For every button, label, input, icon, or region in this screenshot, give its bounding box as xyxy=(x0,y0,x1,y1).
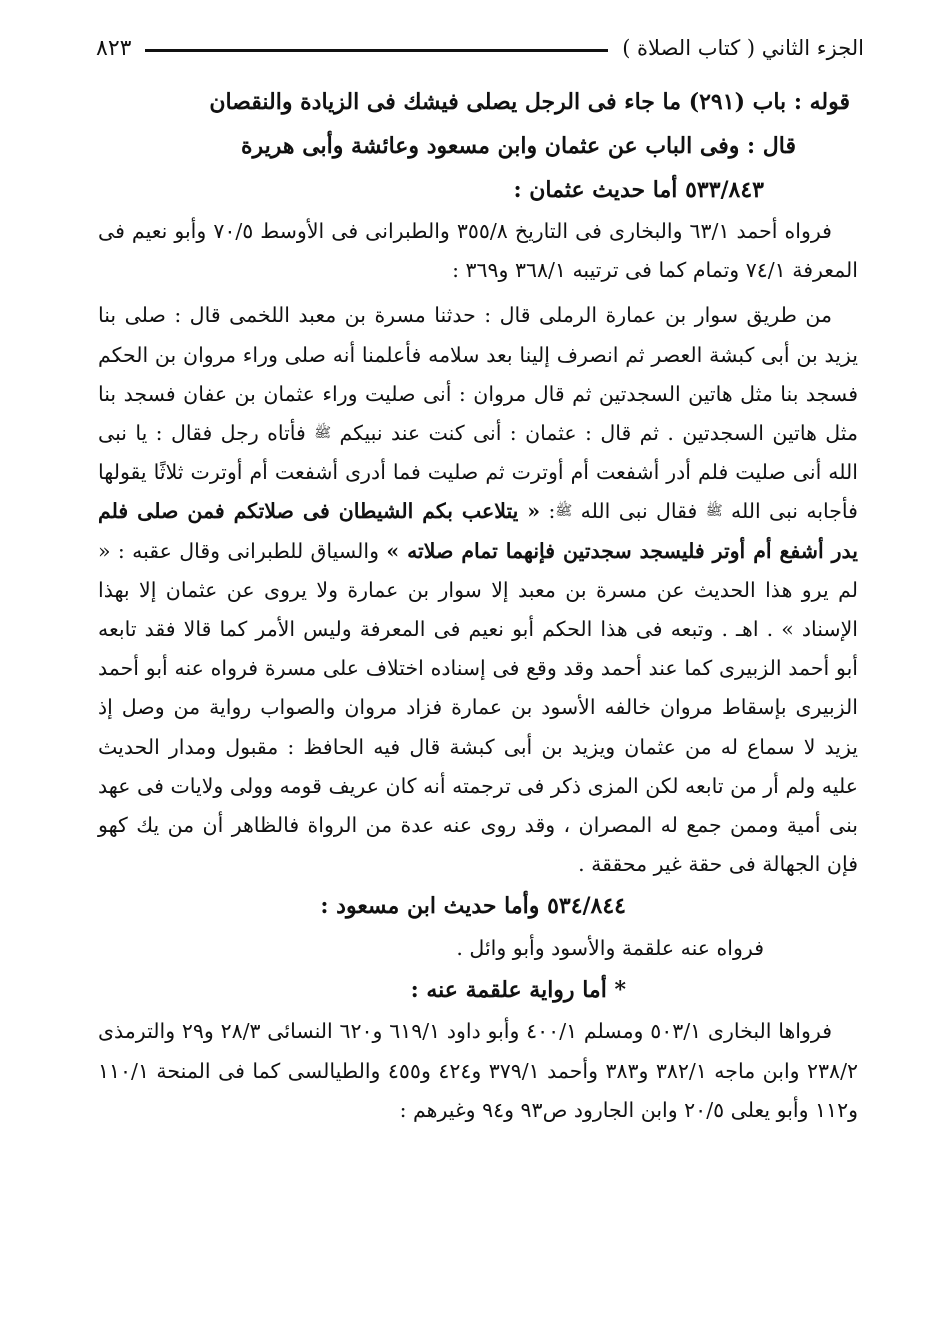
salutation-symbol: ﷺ xyxy=(314,425,332,442)
sources-paragraph-uthman: فرواه أحمد ٦٣/١ والبخارى فى التاريخ ٣٥٥/٨ والطبرانى فى الأوسط ٧٠/٥ وأبو نعيم فى المعرفة ٧٤/١ وتمام كما فى ترتيبه ٣٦٨/١ و٣٦٩ : xyxy=(98,219,858,283)
salutation-symbol: ﷺ xyxy=(555,503,573,520)
sources-paragraph-alqama: فرواها البخارى ٥٠٣/١ ومسلم ٤٠٠/١ وأبو داود ٦١٩/١ و٦٢٠ النسائى ٢٨/٣ و٢٩ والترمذى ٢٣٨/٢ وابن ماجه ٣٨٢/١ و٣٨٣ وأحمد ٣٧٩/١ و٤٢٤ و٤٥٥ والطيالسى كما فى المنحة ١١٠/١ و١١٢ وأبو يعلى ٢٠/٥ وابن الجارود ص٩٣ و٩٤ وغيرهم : xyxy=(98,1019,858,1122)
ibn-masud-narrators-line: فرواه عنه علقمة والأسود وأبو وائل . xyxy=(456,936,764,961)
header-title: الجزء الثاني ( كتاب الصلاة ) xyxy=(622,36,864,60)
alqama-heading xyxy=(98,968,858,1012)
hadith-ibn-masud-heading: ٥٣٤/٨٤٤ وأما حديث ابن مسعود : xyxy=(320,893,626,920)
in-chapter-heading: قال : وفى الباب عن عثمان وابن مسعود وعائشة وأبى هريرة xyxy=(241,133,796,159)
header-rule xyxy=(145,49,608,52)
page-number: ٨٢٣ xyxy=(96,35,132,61)
running-header xyxy=(96,30,864,66)
asterisk-marker-icon: * xyxy=(614,977,626,1004)
page-content xyxy=(98,80,858,1130)
narration-text-c: فقال نبى الله xyxy=(580,499,698,524)
hadith-uthman-heading: ٥٣٣/٨٤٣ أما حديث عثمان : xyxy=(513,177,764,203)
alqama-heading-text: أما رواية علقمة عنه : xyxy=(410,977,607,1004)
salutation-symbol: ﷺ xyxy=(705,503,723,520)
narration-text-d: والسياق للطبرانى وقال عقبه : « لم يرو هذا الحديث عن مسرة بن معبد إلا سوار بن عمارة ولا يروى عن عثمان إلا بهذا الإسناد » . اهـ . وتبعه فى هذا الحكم أبو نعيم فى المعرفة وليس الأمر كما قالا فقد تابعه أبو أحمد الزبيرى كما عند أحمد وقد وقع فى إسناده اختلاف على مسرة فرواه عنه أبو أحمد الزبيرى بإسقاط مروان خالفه الأسود بن عمارة فزاد مروان والصواب رواية من وصل إذ يزيد لا سماع له من عثمان ويزيد بن أبى كبشة قال فيه الحافظ : مقبول ومدار الحديث عليه ولم أر من تابعه لكن المزى ذكر فى ترجمته أنه كان عريف قومه وولى ولايات فى عهد بنى أمية وممن جمع له المصران ، وقد روى عنه عدة من الرواة فالظاهر أن من يك كهو فإن الجهالة فى حقة غير محققة . xyxy=(98,538,858,877)
prophetic-quote: « يتلاعب بكم الشيطان فى صلاتكم فمن صلى فلم يدر أشفع أم أوتر فليسجد سجدتين فإنهما تمام صلاته » xyxy=(98,499,858,563)
narration-paragraph xyxy=(98,296,858,884)
narration-text-b: فأتاه رجل فقال : يا نبى الله أنى صليت فلم أدر أشفعت أم أوترت ثم صليت فما أدرى أشفعت أم أوترت ثلاثًا يقولها فأجابه نبى الله xyxy=(98,421,858,524)
narration-text-a: من طريق سوار بن عمارة الرملى قال : حدثنا مسرة بن معبد اللخمى قال : صلى بنا يزيد بن أبى كبشة العصر ثم انصرف إلينا بعد سلامه فأعلمنا أنه صلى وراء مروان بن الحكم فسجد بنا مثل هاتين السجدتين ثم قال مروان : أنى صليت وراء عثمان بن عفان فسجد بنا مثل هاتين السجدتين . ثم قال : عثمان : أنى كنت عند نبيكم xyxy=(98,303,858,446)
chapter-heading: قوله : باب (٢٩١) ما جاء فى الرجل يصلى فيشك فى الزيادة والنقصان xyxy=(209,89,850,115)
narration-colon: : xyxy=(548,499,556,524)
